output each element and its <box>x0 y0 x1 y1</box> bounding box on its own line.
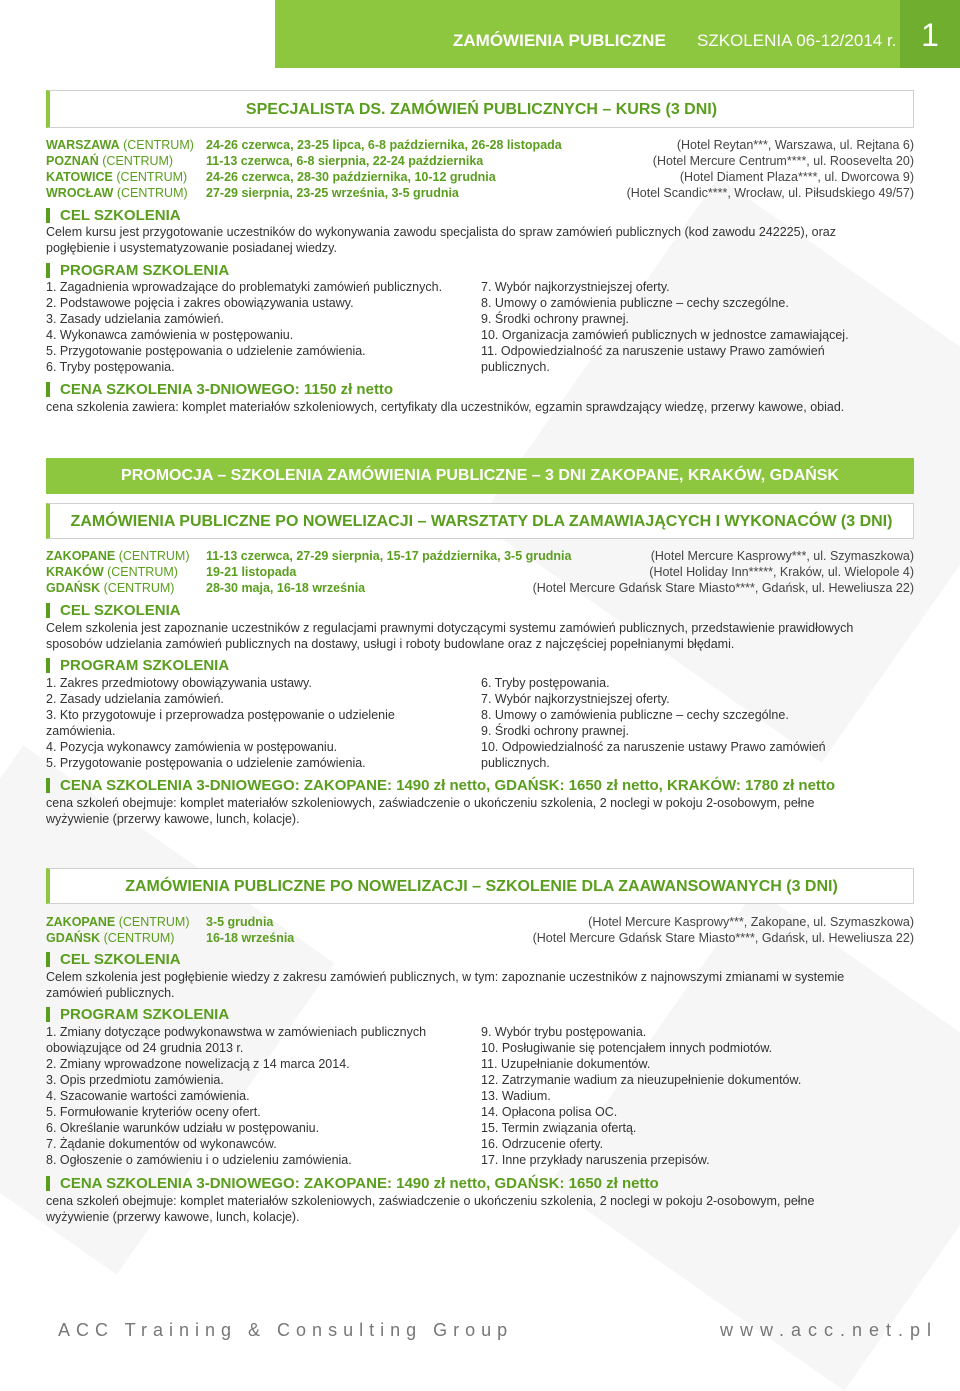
page-number: 1 <box>900 0 960 68</box>
list-item: 6. Tryby postępowania. <box>46 360 175 374</box>
program-list-right <box>481 279 849 375</box>
city-suffix: (CENTRUM) <box>119 138 194 152</box>
header-bar <box>275 0 960 68</box>
list-item: 10. Posługiwanie się potencjałem innych podmiotów. <box>481 1041 773 1055</box>
city-name: WROCŁAW <box>46 186 114 200</box>
program-list-right <box>481 1024 801 1168</box>
list-item: 3. Kto przygotowuje i przeprowadza postępowanie o udzielenie <box>46 708 395 722</box>
promo-banner <box>46 458 914 494</box>
price-heading: CENA SZKOLENIA 3-DNIOWEGO: 1150 zł netto <box>46 382 393 397</box>
program-list-left <box>46 675 395 771</box>
list-item: 1. Zmiany dotyczące podwykonawstwa w zamówieniach publicznych <box>46 1025 427 1039</box>
list-item: obowiązujące od 24 grudnia 2013 r. <box>46 1041 244 1055</box>
dates-cell: 28-30 maja, 16-18 września <box>206 581 366 595</box>
location-row <box>46 580 914 596</box>
hotel-cell: (Hotel Diament Plaza****, ul. Dworcowa 9) <box>679 170 914 184</box>
location-row <box>46 169 914 185</box>
section-title-text: ZAMÓWIENIA PUBLICZNE PO NOWELIZACJI – SZKOLENIE DLA ZAAWANSOWANYCH (3 DNI) <box>125 878 838 895</box>
dates-cell: 24-26 czerwca, 28-30 października, 10-12 grudnia <box>206 170 496 184</box>
city-name: GDAŃSK <box>46 581 101 595</box>
city-suffix: (CENTRUM) <box>100 931 175 945</box>
price-text: cena szkoleń obejmuje: komplet materiałów szkoleniowych, zaświadczenie o ukończeniu szkolenia, 2 noclegi w pokoju 2-osobowym, pełne wyżywienie (przerwy kawowe, lunch, kolacje). <box>46 796 815 826</box>
list-item: 5. Formułowanie kryteriów oceny ofert. <box>46 1105 261 1119</box>
city-suffix: (CENTRUM) <box>98 154 174 168</box>
list-item: zamówienia. <box>46 724 116 738</box>
program-heading: PROGRAM SZKOLENIA <box>46 1007 229 1022</box>
goal-heading: CEL SZKOLENIA <box>46 603 181 618</box>
promo-banner-text: PROMOCJA – SZKOLENIA ZAMÓWIENIA PUBLICZNE – 3 DNI ZAKOPANE, KRAKÓW, GDAŃSK <box>121 467 839 484</box>
list-item: 10. Odpowiedzialność za naruszenie ustawy Prawo zamówień <box>481 740 826 754</box>
list-item: 7. Żądanie dokumentów od wykonawców. <box>46 1137 277 1151</box>
list-item: 5. Przygotowanie postępowania o udzielenie zamówienia. <box>46 344 366 358</box>
location-row <box>46 564 914 580</box>
list-item: 15. Termin związania ofertą. <box>481 1121 637 1135</box>
city-name: ZAKOPANE <box>46 915 116 929</box>
city-cell <box>46 930 174 946</box>
dates-cell: 11-13 czerwca, 27-29 sierpnia, 15-17 października, 3-5 grudnia <box>206 549 572 563</box>
location-row <box>46 153 914 169</box>
price-heading: CENA SZKOLENIA 3-DNIOWEGO: ZAKOPANE: 1490 zł netto, GDAŃSK: 1650 zł netto, KRAKÓW: 1780 zł netto <box>46 778 835 793</box>
city-suffix: (CENTRUM) <box>113 186 188 200</box>
city-name: KRAKÓW <box>46 565 104 579</box>
list-item: 10. Organizacja zamówień publicznych w jednostce zamawiającej. <box>481 328 849 342</box>
list-item: 13. Wadium. <box>481 1089 551 1103</box>
list-item: 3. Opis przedmiotu zamówienia. <box>46 1073 224 1087</box>
city-cell <box>46 580 174 596</box>
program-heading: PROGRAM SZKOLENIA <box>46 263 229 278</box>
list-item: 6. Określanie warunków udziału w postępowaniu. <box>46 1121 320 1135</box>
list-item: 4. Pozycja wykonawcy zamówienia w postępowaniu. <box>46 740 338 754</box>
section-title <box>46 503 914 539</box>
hotel-cell: (Hotel Mercure Gdańsk Stare Miasto****, Gdańsk, ul. Heweliusza 22) <box>532 931 914 945</box>
section-title-text: ZAMÓWIENIA PUBLICZNE PO NOWELIZACJI – WARSZTATY DLA ZAMAWIAJĄCYCH I WYKONACÓW (3 DNI) <box>70 513 893 530</box>
city-suffix: (CENTRUM) <box>115 549 190 563</box>
dates-cell: 27-29 sierpnia, 23-25 września, 3-5 grudnia <box>206 186 459 200</box>
list-item: 4. Szacowanie wartości zamówienia. <box>46 1089 250 1103</box>
location-row <box>46 930 914 946</box>
city-cell <box>46 548 190 564</box>
location-row <box>46 185 914 201</box>
hotel-cell: (Hotel Mercure Kasprowy***, Zakopane, ul. Szymaszkowa) <box>588 915 914 929</box>
goal-heading: CEL SZKOLENIA <box>46 952 181 967</box>
header-title: ZAMÓWIENIA PUBLICZNE <box>453 31 666 50</box>
program-heading: PROGRAM SZKOLENIA <box>46 658 229 673</box>
city-name: KATOWICE <box>46 170 113 184</box>
city-cell <box>46 169 187 185</box>
city-name: GDAŃSK <box>46 931 101 945</box>
list-item: 11. Uzupełnianie dokumentów. <box>481 1057 651 1071</box>
city-cell <box>46 914 190 930</box>
goal-heading: CEL SZKOLENIA <box>46 208 181 223</box>
city-name: WARSZAWA <box>46 138 120 152</box>
goal-text: Celem szkolenia jest pogłębienie wiedzy z zakresu zamówień publicznych, w tym: zapoznanie uczestników z najnowszymi zmianami w systemie zamówień publicznych. <box>46 970 845 1000</box>
list-item: 7. Wybór najkorzystniejszej oferty. <box>481 280 670 294</box>
price-heading: CENA SZKOLENIA 3-DNIOWEGO: ZAKOPANE: 1490 zł netto, GDAŃSK: 1650 zł netto <box>46 1176 659 1191</box>
hotel-cell: (Hotel Holiday Inn*****, Kraków, ul. Wielopole 4) <box>649 565 914 579</box>
city-name: ZAKOPANE <box>46 549 116 563</box>
city-cell <box>46 564 178 580</box>
list-item: publicznych. <box>481 360 550 374</box>
dates-cell: 19-21 listopada <box>206 565 297 579</box>
list-item: 7. Wybór najkorzystniejszej oferty. <box>481 692 670 706</box>
dates-cell: 24-26 czerwca, 23-25 lipca, 6-8 października, 26-28 listopada <box>206 138 562 152</box>
list-item: 8. Umowy o zamówienia publiczne – cechy szczególne. <box>481 296 789 310</box>
city-suffix: (CENTRUM) <box>103 565 178 579</box>
section-title <box>46 868 914 904</box>
list-item: 17. Inne przykłady naruszenia przepisów. <box>481 1153 710 1167</box>
list-item: 2. Zasady udzielania zamówień. <box>46 692 224 706</box>
footer-website[interactable]: www.acc.net.pl <box>720 1320 939 1340</box>
header-subtitle: SZKOLENIA 06-12/2014 r. <box>697 31 897 50</box>
list-item: 6. Tryby postępowania. <box>481 676 610 690</box>
list-item: 4. Wykonawca zamówienia w postępowaniu. <box>46 328 294 342</box>
city-suffix: (CENTRUM) <box>112 170 188 184</box>
dates-cell: 11-13 czerwca, 6-8 sierpnia, 22-24 października <box>206 154 484 168</box>
list-item: 2. Zmiany wprowadzone nowelizacją z 14 marca 2014. <box>46 1057 350 1071</box>
city-suffix: (CENTRUM) <box>100 581 175 595</box>
list-item: 1. Zagadnienia wprowadzające do problematyki zamówień publicznych. <box>46 280 443 294</box>
program-list-left <box>46 1024 426 1168</box>
list-item: 9. Środki ochrony prawnej. <box>481 312 629 326</box>
city-cell <box>46 185 188 201</box>
list-item: 16. Odrzucenie oferty. <box>481 1137 604 1151</box>
hotel-cell: (Hotel Reytan***, Warszawa, ul. Rejtana 6) <box>676 138 914 152</box>
list-item: 3. Zasady udzielania zamówień. <box>46 312 224 326</box>
list-item: 12. Zatrzymanie wadium za nieuzupełnienie dokumentów. <box>481 1073 802 1087</box>
hotel-cell: (Hotel Scandic****, Wrocław, ul. Piłsudskiego 49/57) <box>626 186 914 200</box>
hotel-cell: (Hotel Mercure Gdańsk Stare Miasto****, Gdańsk, ul. Heweliusza 22) <box>532 581 914 595</box>
section-title-text: SPECJALISTA DS. ZAMÓWIEŃ PUBLICZNYCH – KURS (3 DNI) <box>245 101 718 118</box>
list-item: publicznych. <box>481 756 550 770</box>
list-item: 1. Zakres przedmiotowy obowiązywania ustawy. <box>46 676 312 690</box>
program-list-right <box>481 675 826 771</box>
city-name: POZNAŃ <box>46 154 99 168</box>
price-text: cena szkolenia zawiera: komplet materiałów szkoleniowych, certyfikaty dla uczestników, egzamin sprawdzający wiedzę, przerwy kawowe, obiad. <box>46 400 845 414</box>
city-cell <box>46 153 173 169</box>
city-suffix: (CENTRUM) <box>115 915 190 929</box>
program-list-left <box>46 279 442 375</box>
goal-text: Celem kursu jest przygotowanie uczestników do wykonywania zawodu specjalista do spraw zamówień publicznych (kod zawodu 242225), oraz pogłębienie i usystematyzowanie posiadanej wiedzy. <box>46 225 836 255</box>
location-row <box>46 137 914 153</box>
city-cell <box>46 137 194 153</box>
dates-cell: 3-5 grudnia <box>206 915 274 929</box>
price-text: cena szkoleń obejmuje: komplet materiałów szkoleniowych, zaświadczenie o ukończeniu szkolenia, 2 noclegi w pokoju 2-osobowym, pełne wyżywienie (przerwy kawowe, lunch, kolacje). <box>46 1194 815 1224</box>
footer-company: ACC Training & Consulting Group <box>58 1320 514 1340</box>
list-item: 9. Wybór trybu postępowania. <box>481 1025 647 1039</box>
list-item: 9. Środki ochrony prawnej. <box>481 724 629 738</box>
dates-cell: 16-18 września <box>206 931 295 945</box>
list-item: 8. Umowy o zamówienia publiczne – cechy szczególne. <box>481 708 789 722</box>
list-item: 8. Ogłoszenie o zamówieniu i o udzieleniu zamówienia. <box>46 1153 352 1167</box>
list-item: 11. Odpowiedzialność za naruszenie ustawy Prawo zamówień <box>481 344 825 358</box>
list-item: 2. Podstawowe pojęcia i zakres obowiązywania ustawy. <box>46 296 354 310</box>
section-title <box>46 90 914 128</box>
list-item: 14. Opłacona polisa OC. <box>481 1105 618 1119</box>
location-row <box>46 914 914 930</box>
location-row <box>46 548 914 564</box>
goal-text: Celem szkolenia jest zapoznanie uczestników z regulacjami prawnymi dotyczącymi systemu zamówień publicznych, przedstawienie prawidłowych sposobów udzielania zamówień publicznych na dostawy, usługi i roboty budowlane oraz z najczęściej popełnianymi błędami. <box>46 621 854 651</box>
list-item: 5. Przygotowanie postępowania o udzielenie zamówienia. <box>46 756 366 770</box>
hotel-cell: (Hotel Mercure Kasprowy***, ul. Szymaszkowa) <box>650 549 914 563</box>
hotel-cell: (Hotel Mercure Centrum****, ul. Roosevelta 20) <box>652 154 914 168</box>
